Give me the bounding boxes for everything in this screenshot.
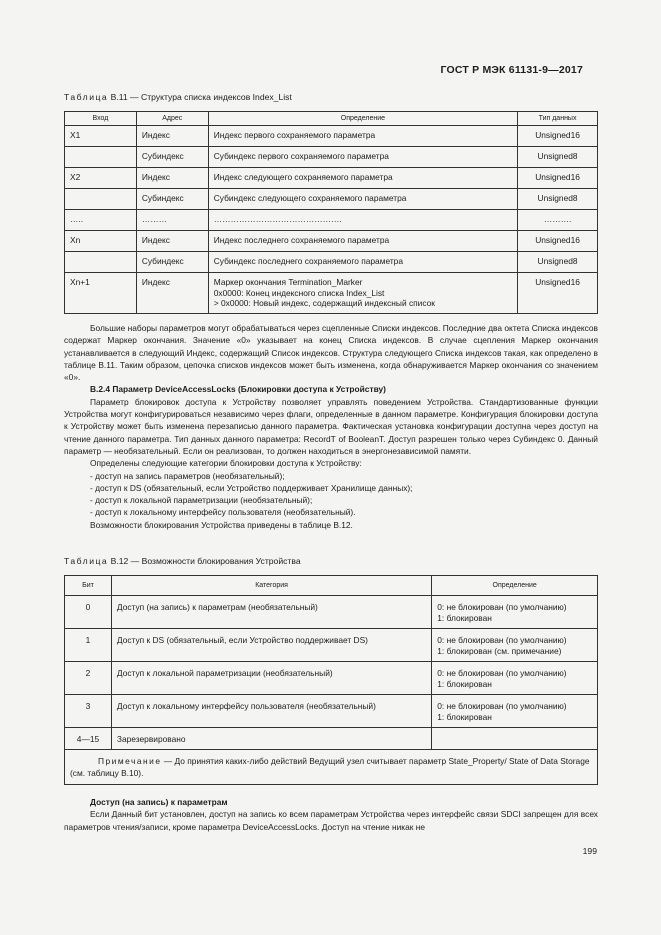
cell-line: > 0x0000: Новый индекс, содержащий индексный список xyxy=(213,298,435,308)
definition-line: 1: блокирован xyxy=(437,679,492,689)
cell: Индекс xyxy=(136,273,208,314)
definition-cell xyxy=(432,662,598,695)
cell xyxy=(65,147,137,168)
header-cell: Определение xyxy=(432,576,598,596)
table-row xyxy=(65,728,598,750)
definition-line: 0: не блокирован (по умолчанию) xyxy=(437,602,567,612)
table-row xyxy=(65,695,598,728)
note-prefix: Примечание xyxy=(98,756,162,766)
table-caption xyxy=(64,92,292,102)
table-row xyxy=(65,273,598,314)
paragraph: Возможности блокирования Устройства приведены в таблице В.12. xyxy=(90,519,353,530)
table-row xyxy=(65,629,598,662)
bit-cell: 1 xyxy=(65,629,112,662)
table-row xyxy=(65,210,598,231)
cell-line: Маркер окончания Termination_Marker xyxy=(213,277,363,287)
definition-line: 1: блокирован xyxy=(437,613,492,623)
table-header-row xyxy=(65,576,598,596)
definition-line: 0: не блокирован (по умолчанию) xyxy=(437,635,567,645)
lock-capabilities-table xyxy=(64,575,598,785)
cell: Unsigned8 xyxy=(518,147,598,168)
cell: Xn+1 xyxy=(65,273,137,314)
index-list-table xyxy=(64,111,598,314)
cell: Индекс следующего сохраняемого параметра xyxy=(208,168,517,189)
cell: Субиндекс xyxy=(136,252,208,273)
bit-cell: 3 xyxy=(65,695,112,728)
paragraph: Определены следующие категории блокировки доступа к Устройству: xyxy=(90,458,362,469)
cell: Индекс xyxy=(136,126,208,147)
header-cell: Бит xyxy=(65,576,112,596)
table-row xyxy=(65,189,598,210)
cell: Unsigned16 xyxy=(518,168,598,189)
cell xyxy=(65,189,137,210)
bit-cell: 0 xyxy=(65,596,112,629)
cell: X2 xyxy=(65,168,137,189)
page-number: 199 xyxy=(582,846,597,856)
cell: Unsigned16 xyxy=(518,126,598,147)
cell: Субиндекс следующего сохраняемого параметра xyxy=(208,189,517,210)
table-header-row xyxy=(65,112,598,126)
list-item: - доступ на запись параметров (необязательный); xyxy=(90,470,285,481)
paragraph: Параметр блокировок доступа к Устройству позволяет управлять поведением Устройства. Стандартизованные функции Устройства могут конфигурироваться независимо через флаги, определенные в данном параметре. Конфигурация блокировки доступа к Устройству может быть изменена перезаписью данного параметра. Фактическая установка конфигурации доступна через доступ на чтение данного параметра. Тип данных данного параметра: RecordT of BooleanT. Доступ разрешен только через Субиндекс 0. Данный параметр — необязательный. Если он реализован, то должен находиться в энергонезависимой памяти. xyxy=(64,396,598,456)
bottom-text xyxy=(64,796,598,833)
definition-line: 1: блокирован xyxy=(437,712,492,722)
cell: ………………………………………. xyxy=(208,210,517,231)
table-row xyxy=(65,596,598,629)
category-cell: Зарезервировано xyxy=(111,728,431,750)
definition-cell xyxy=(432,629,598,662)
definition-cell xyxy=(432,728,598,750)
cell: Unsigned8 xyxy=(518,252,598,273)
category-cell: Доступ к локальной параметризации (необязательный) xyxy=(111,662,431,695)
bit-cell: 4—15 xyxy=(65,728,112,750)
category-cell: Доступ к локальному интерфейсу пользователя (необязательный) xyxy=(111,695,431,728)
cell: Unsigned16 xyxy=(518,273,598,314)
document-header: ГОСТ Р МЭК 61131-9—2017 xyxy=(440,64,583,76)
note-row xyxy=(65,750,598,785)
cell-multiline xyxy=(208,273,517,314)
note-cell xyxy=(65,750,598,785)
paragraph: Если Данный бит установлен, доступ на запись ко всем параметрам Устройства через интерфейс связи SDCI запрещен для всех параметров чтения/записи, кроме параметра DeviceAccessLocks. Доступ на чтение никак не xyxy=(64,809,598,832)
cell: Unsigned16 xyxy=(518,231,598,252)
cell xyxy=(65,252,137,273)
header-cell: Определение xyxy=(208,112,517,126)
cell: Субиндекс последнего сохраняемого параметра xyxy=(208,252,517,273)
cell: Индекс xyxy=(136,168,208,189)
table-row xyxy=(65,252,598,273)
table-caption-prefix: Таблица xyxy=(64,556,109,566)
definition-line: 0: не блокирован (по умолчанию) xyxy=(437,701,567,711)
header-cell: Тип данных xyxy=(518,112,598,126)
header-cell: Вход xyxy=(65,112,137,126)
body-text xyxy=(64,322,598,531)
definition-cell xyxy=(432,695,598,728)
cell: ………. xyxy=(518,210,598,231)
subsection-heading: Доступ (на запись) к параметрам xyxy=(90,797,228,807)
list-item: - доступ к локальной параметризации (необязательный); xyxy=(90,495,313,506)
cell: ……… xyxy=(136,210,208,231)
category-cell: Доступ к DS (обязательный, если Устройство поддерживает DS) xyxy=(111,629,431,662)
cell: X1 xyxy=(65,126,137,147)
cell: ….. xyxy=(65,210,137,231)
section-heading: В.2.4 Параметр DeviceAccessLocks (Блокировки доступа к Устройству) xyxy=(90,384,386,395)
cell: Субиндекс xyxy=(136,189,208,210)
definition-cell xyxy=(432,596,598,629)
cell-line: 0x0000: Конец индексного списка Index_List xyxy=(213,287,385,298)
definition-line: 0: не блокирован (по умолчанию) xyxy=(437,668,567,678)
header-cell: Категория xyxy=(111,576,431,596)
table-row xyxy=(65,231,598,252)
cell: Индекс первого сохраняемого параметра xyxy=(208,126,517,147)
list-item: - доступ к локальному интерфейсу пользователя (необязательный). xyxy=(90,507,356,518)
list-item: - доступ к DS (обязательный, если Устройство поддерживает Хранилище данных); xyxy=(90,482,413,493)
table-row xyxy=(65,126,598,147)
note-text: — До принятия каких-либо действий Ведущий узел считывает параметр State_Property/ State of Data Storage (см. таблицу В.10). xyxy=(70,756,590,779)
cell: Индекс последнего сохраняемого параметра xyxy=(208,231,517,252)
cell: Xn xyxy=(65,231,137,252)
paragraph: Большие наборы параметров могут обрабатываться через сцепленные Списки индексов. Последние два октета Списка индексов содержат Маркер окончания. Значение «0» указывает на конец Списка индексов. В случае сцепления Маркер окончания устанавливается в следующий Индекс, содержащий Список индексов. Структура следующего Списка индексов такая, как определено в таблице В.11. Таким образом, цепочка списков индексов может быть изменена, когда обнаруживается Маркер окончания со значением «0». xyxy=(64,323,598,383)
bit-cell: 2 xyxy=(65,662,112,695)
cell: Индекс xyxy=(136,231,208,252)
definition-line: 1: блокирован (см. примечание) xyxy=(437,646,562,656)
cell: Субиндекс xyxy=(136,147,208,168)
category-cell: Доступ (на запись) к параметрам (необязательный) xyxy=(111,596,431,629)
cell: Субиндекс первого сохраняемого параметра xyxy=(208,147,517,168)
cell: Unsigned8 xyxy=(518,189,598,210)
table-caption xyxy=(64,556,301,566)
table-row xyxy=(65,147,598,168)
table-caption-text: В.11 — Структура списка индексов Index_List xyxy=(110,92,292,102)
table-caption-text: В.12 — Возможности блокирования Устройства xyxy=(110,556,301,566)
table-row xyxy=(65,168,598,189)
header-cell: Адрес xyxy=(136,112,208,126)
table-caption-prefix: Таблица xyxy=(64,92,109,102)
table-row xyxy=(65,662,598,695)
